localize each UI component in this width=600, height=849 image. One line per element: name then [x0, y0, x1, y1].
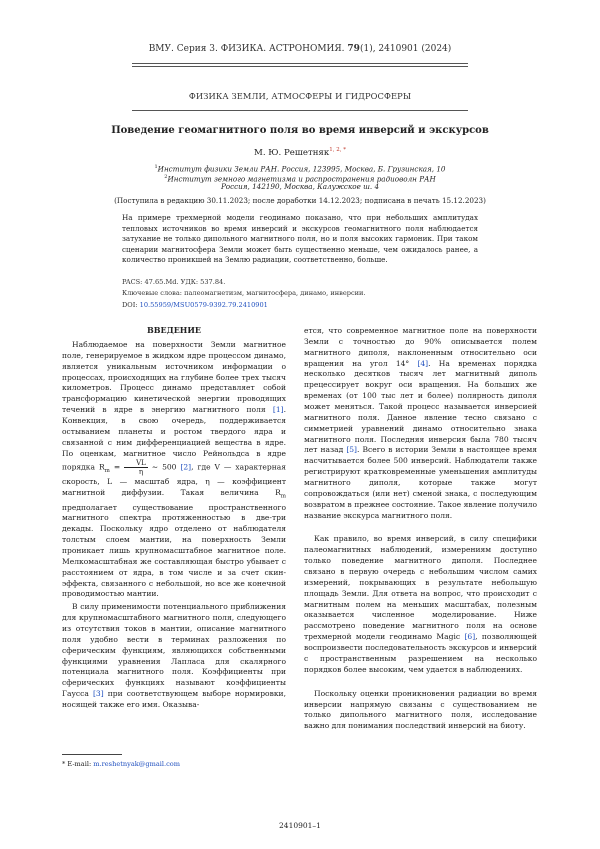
doi-label: DOI:	[122, 301, 140, 309]
email-link[interactable]: m.reshetnyak@gmail.com	[93, 760, 180, 768]
approx-value: ∼ 500	[147, 462, 181, 472]
citation-4[interactable]: [4]	[417, 358, 429, 368]
text-run: В силу применимости потенциального приближения для крупномасштабного магнитного поля, следующего из отсутствия токов в мантии, описание магнитного поля удобно вести в терминах разложения по сферическим функциям, являющихся собственными функциями уравнения Лапласа для скалярного потенциала магнитного поля. Коэффициенты при сферических функциях называют коэффициенты Гаусса	[62, 602, 286, 699]
author-superscript: 1, 2, *	[329, 147, 346, 153]
citation-5[interactable]: [5]	[346, 445, 358, 455]
paper-title: Поведение геомагнитного поля во время инверсий и экскурсов	[111, 125, 489, 136]
abstract: На примере трехмерной модели геодинамо показано, что при небольших амплитудах тепловых источников во время инверсий и экскурсов геомагнитного поля наблюдается затухание не только дипольного магнитного поля, но и поля высоких гармоник. При таком сценарии магнитосфера Земли может быть существенно меньше, чем ожидалось ранее, а количество проникшей на Землю радиации, соответственно, больше.	[122, 213, 478, 265]
footnote-label: * E-mail:	[62, 760, 94, 768]
fraction	[124, 459, 148, 476]
running-header	[0, 44, 600, 54]
right-column	[304, 326, 537, 732]
affiliation-1-text: Институт физики Земли РАН. Россия, 123995, Москва, Б. Грузинская, 10	[157, 164, 446, 174]
citation-1[interactable]: [1]	[272, 405, 284, 415]
issue-info: (1), 2410901 (2024)	[359, 44, 452, 54]
header-rule-bottom	[132, 66, 468, 67]
page-number: 2410901–1	[279, 821, 321, 830]
text-run: Как правило, во время инверсий, в силу специфики палеомагнитных наблюдений, измерениям доступно только поведение магнитного диполя. Последнее связано в первую очередь с небольшим числом самих измерений, покрывающих в результате небольшую площадь Земли. Для ответа на вопрос, что происходит с магнитным полем на меньших масштабах, полезным оказывается численное моделирование. Ниже рассмотрено поведение магнитного поля на основе трехмерной модели геодинамо Magic	[304, 534, 537, 642]
text-run: при соответствующем выборе нормировки, носящей также его имя. Оказыва-	[62, 689, 286, 709]
intro-paragraph-1	[62, 340, 286, 600]
intro-paragraph-2	[62, 602, 286, 711]
affiliation-1-sup: 1	[154, 164, 158, 170]
doi-link[interactable]: 10.55959/MSU0579-9392.79.2410901	[139, 301, 268, 309]
citation-2[interactable]: [2]	[180, 462, 192, 472]
affiliation-2-text: Институт земного магнетизма и распространения радиоволн РАН	[167, 174, 436, 184]
right-paragraph-3: Поскольку оценки проникновения радиации во время инверсии напрямую связаны с существованием не только дипольного магнитного поля, исследование важно для понимания последствий инверсий на биоту.	[304, 688, 537, 731]
equals-sign: =	[109, 462, 125, 472]
text-run: . Всего в истории Земли в настоящее время насчитывается более 500 инверсий. Наблюдатели также регистрируют кратковременные уменьшения амплитуды магнитного диполя, которые также могут сопровождаться (или нет) сменой знака, с последующим возвратом в прежнее состояние. Такое явление получило название экскурса магнитного поля.	[304, 445, 537, 520]
volume-number: 79	[347, 44, 360, 54]
keywords: Ключевые слова: палеомагнетизм, магнитосфера, динамо, инверсии.	[122, 289, 366, 297]
text-run: , где V — характерная скорость, L — масштаб ядра, η — коэффициент магнитной диффузии. Такая величина R	[62, 462, 286, 498]
text-run: , позволяющей воспроизвести последовательность экскурсов и инверсий с пространственным разрешением на несколько порядков более высоким, чем удается в наблюдениях.	[304, 632, 538, 674]
text-run: ется, что современное магнитное поле на поверхности Земли с точностью до 90% описывается полем магнитного диполя, наклоненным относительно оси вращения на угол 14°	[304, 326, 537, 368]
text-run: предполагает существование пространственного магнитного спектра протяженностью в две-три декады. Поскольку ядро отделено от наблюдателя толстым слоем мантии, на поверхность Земли проникает лишь крупномасштабное магнитное поле. Мелкомасштабная же составляющая быстро убывает с расстоянием от ядра, в том числе и за счет скин-эффекта, связанного с небольшой, но все же конечной проводимостью мантии.	[62, 502, 286, 599]
fraction-numerator: VL	[124, 459, 148, 468]
header-rule-top	[132, 63, 468, 64]
affiliation-3	[0, 182, 600, 192]
footnote-rule	[62, 754, 122, 755]
doi-line	[122, 301, 478, 309]
left-column	[62, 340, 286, 711]
author-name: М. Ю. Решетняк	[254, 147, 330, 158]
subscript-m: m	[280, 493, 286, 500]
pacs-udk: PACS: 47.65.Md. УДК: 537.84.	[122, 278, 226, 286]
affiliation-3-text: Россия, 142190, Москва, Калужское ш. 4	[220, 182, 380, 191]
affiliation-2-sup: 2	[164, 174, 168, 180]
right-paragraph-1	[304, 326, 537, 521]
journal-name: ВМУ. Серия 3. ФИЗИКА. АСТРОНОМИЯ.	[148, 44, 345, 54]
footnote	[62, 760, 180, 768]
citation-6[interactable]: [6]	[464, 632, 476, 642]
section-rule	[132, 110, 468, 111]
section-heading: ФИЗИКА ЗЕМЛИ, АТМОСФЕРЫ И ГИДРОСФЕРЫ	[188, 91, 412, 101]
subscript-m: m	[104, 468, 110, 475]
intro-heading: ВВЕДЕНИЕ	[146, 325, 202, 335]
text-run: . Конвекция, в свою очередь, поддерживается остыванием планеты и ростом твердого ядра и связанной с ним дифференциацией вещества в ядре. По оценкам, магнитное число Рейнольдса в ядре порядка R	[62, 405, 286, 472]
text-run: . На временах порядка несколько десятков тысяч лет магнитный диполь прецессирует вокруг оси вращения. На больших же временах (от 100 тыс лет и более) полярность диполя может меняться. Такой процесс называется инверсией магнитного поля. Данное явление тесно связано с симметрией уравнений динамо относительно знака магнитного поля. Последняя инверсия была 780 тысяч лет назад	[304, 358, 537, 455]
text-run: Наблюдаемое на поверхности Земли магнитное поле, генерируемое в жидком ядре процессом динамо, является уникальным источником информации о процессах, происходящих на глубине более трех тысяч километров. Процесс динамо представляет собой трансформацию кинетической энергии проводящих течений в ядре в энергию магнитного поля	[62, 340, 286, 415]
citation-3[interactable]: [3]	[92, 689, 104, 699]
fraction-denominator: η	[138, 468, 144, 477]
submission-dates: (Поступила в редакцию 30.11.2023; после доработки 14.12.2023; подписана в печать 15.12.2023)	[114, 196, 486, 205]
right-paragraph-2	[304, 534, 537, 675]
author-line	[0, 147, 600, 158]
